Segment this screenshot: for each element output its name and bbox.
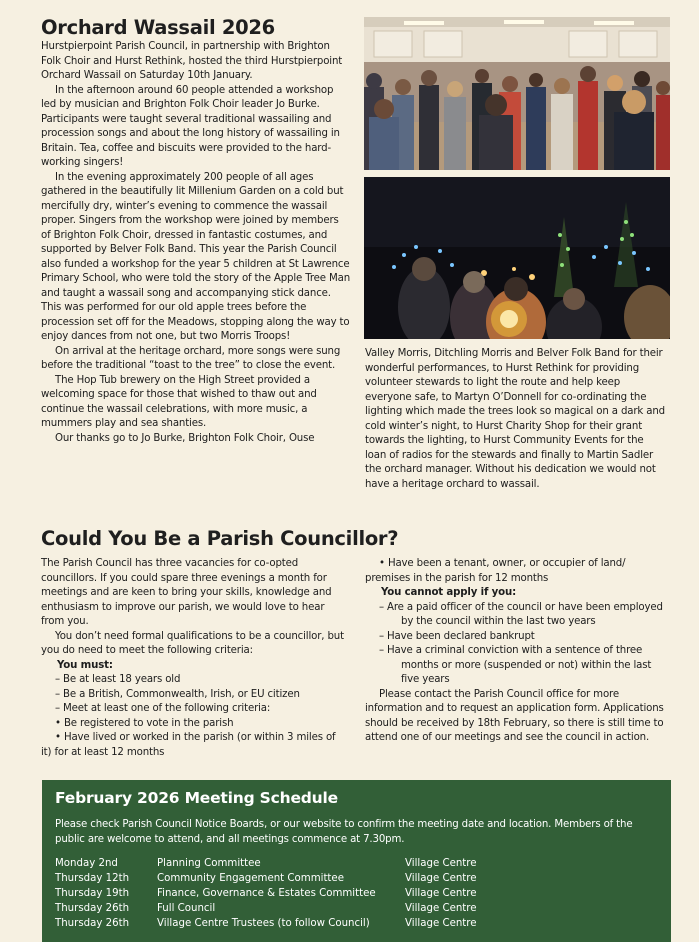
- councillor-paragraph: You don’t need formal qualifications to be a councillor, but you do need to meet the following criteria:: [41, 630, 344, 656]
- cannot-label: You cannot apply if you:: [381, 587, 517, 598]
- schedule-row: [55, 916, 477, 931]
- schedule-row: [55, 856, 477, 871]
- must-item: • Have lived or worked in the parish (or within 3 miles of it) for at least 12 months: [41, 732, 336, 758]
- councillor-column-1: [41, 557, 347, 760]
- schedule-row: [55, 901, 477, 916]
- schedule-date: Thursday 26th: [55, 903, 130, 914]
- wassail-paragraph: In the evening approximately 200 people of all ages gathered in the beautifully lit Millenium Garden on a cold but mercifully dry, winter’s evening to commence the wassail proper. Singers from the workshop were joined by members of Brighton Folk Choir, dressed in fantastic costumes, and supported by Belver Folk Band. This year the Parish Council also funded a workshop for the year 5 children at St Lawrence Primary School, who were told the story of the Apple Tree Man and taught a wassail song and accompanying stick dance. This was performed for our old apple trees before the procession set off for the Meadows, stopping along the way to enjoy dances from not one, but two Morris Troops!: [41, 171, 350, 342]
- schedule-date: Thursday 26th: [55, 918, 130, 929]
- schedule-venue: Village Centre: [405, 918, 477, 929]
- schedule-meeting: Full Council: [157, 903, 216, 914]
- cannot-item: – Have a criminal conviction with a sentence of three months or more (suspended or not) within the last five years: [379, 645, 652, 685]
- article-title-councillor: Could You Be a Parish Councillor?: [41, 527, 399, 550]
- schedule-date: Monday 2nd: [55, 858, 118, 869]
- schedule-meeting: Village Centre Trustees (to follow Council): [157, 918, 370, 929]
- schedule-date: Thursday 19th: [55, 888, 130, 899]
- must-label: You must:: [57, 659, 113, 671]
- schedule-row: [55, 886, 477, 901]
- schedule-date: Thursday 12th: [55, 873, 130, 884]
- article-title-wassail: Orchard Wassail 2026: [41, 16, 275, 39]
- workshop-hall-photo: [364, 17, 670, 170]
- schedule-venue: Village Centre: [405, 888, 477, 899]
- contact-paragraph: Please contact the Parish Council office for more information and to request an application form. Applications should be received by 18th February, so there is still time to attend one of our meetings and see the council in action.: [365, 688, 664, 743]
- schedule-intro: Please check Parish Council Notice Boards, or our website to confirm the meeting date and location. Members of the public are welcome to attend, and all meetings commence at 7.30pm.: [55, 819, 633, 845]
- schedule-meeting: Community Engagement Committee: [157, 873, 344, 884]
- wassail-paragraph: Our thanks go to Jo Burke, Brighton Folk Choir, Ouse: [55, 432, 315, 444]
- schedule-title: February 2026 Meeting Schedule: [55, 789, 338, 807]
- meeting-schedule-box: [42, 780, 671, 942]
- wassail-paragraph: On arrival at the heritage orchard, more songs were sung before the traditional “toast to the tree” to close the event.: [41, 345, 341, 371]
- must-item: – Meet at least one of the following criteria:: [55, 703, 271, 714]
- schedule-row: [55, 871, 477, 886]
- cannot-item: – Have been declared bankrupt: [379, 630, 535, 642]
- schedule-venue: Village Centre: [405, 873, 477, 884]
- wassail-column-2: [365, 347, 665, 492]
- councillor-column-2: [365, 557, 671, 746]
- councillor-paragraph: The Parish Council has three vacancies for co-opted councillors. If you could spare three evenings a month for meetings and are keen to bring your skills, knowledge and enthusiasm to improve our parish, we would love to hear from you.: [41, 558, 332, 627]
- schedule-venue: Village Centre: [405, 903, 477, 914]
- schedule-venue: Village Centre: [405, 858, 477, 869]
- must-item: • Be registered to vote in the parish: [55, 717, 234, 729]
- wassail-paragraph: In the afternoon around 60 people attended a workshop led by musician and Brighton Folk Choir leader Jo Burke. Participants were taught several traditional wassailing and procession songs and about the long history of wassailing in Britain. Tea, coffee and biscuits were provided to the hard-working singers!: [41, 84, 340, 168]
- wassail-paragraph: The Hop Tub brewery on the High Street provided a welcoming space for those that wished to thaw out and continue the wassail celebrations, with more music, a mummers play and sea shanties.: [41, 374, 317, 429]
- wassail-thanks-paragraph: Valley Morris, Ditchling Morris and Belver Folk Band for their wonderful performances, to Hurst Rethink for providing volunteer stewards to light the route and help keep everyone safe, to Martyn O’Donnell for co-ordinating the lighting which made the trees look so magical on a dark and cold winter’s night, to Hurst Charity Shop for their grant towards the lighting, to Hurst Community Events for the loan of radios for the stewards and finally to Martin Sadler the orchard manager. Without his dedication we would not have a heritage orchard to wassail.: [365, 348, 665, 490]
- wassail-column-1: [41, 40, 351, 446]
- schedule-table: [55, 856, 477, 931]
- schedule-meeting: Planning Committee: [157, 858, 261, 869]
- must-item: – Be a British, Commonwealth, Irish, or EU citizen: [55, 688, 300, 700]
- schedule-meeting: Finance, Governance & Estates Committee: [157, 888, 376, 899]
- must-item: • Have been a tenant, owner, or occupier of land/ premises in the parish for 12 months: [365, 558, 626, 584]
- cannot-item: – Are a paid officer of the council or have been employed by the council within the last two years: [379, 601, 663, 627]
- wassail-paragraph: Hurstpierpoint Parish Council, in partnership with Brighton Folk Choir and Hurst Rethink, hosted the third Hurstpierpoint Orchard Wassail on Saturday 10th January.: [41, 41, 343, 81]
- night-procession-photo: [364, 177, 670, 339]
- must-item: – Be at least 18 years old: [55, 674, 181, 685]
